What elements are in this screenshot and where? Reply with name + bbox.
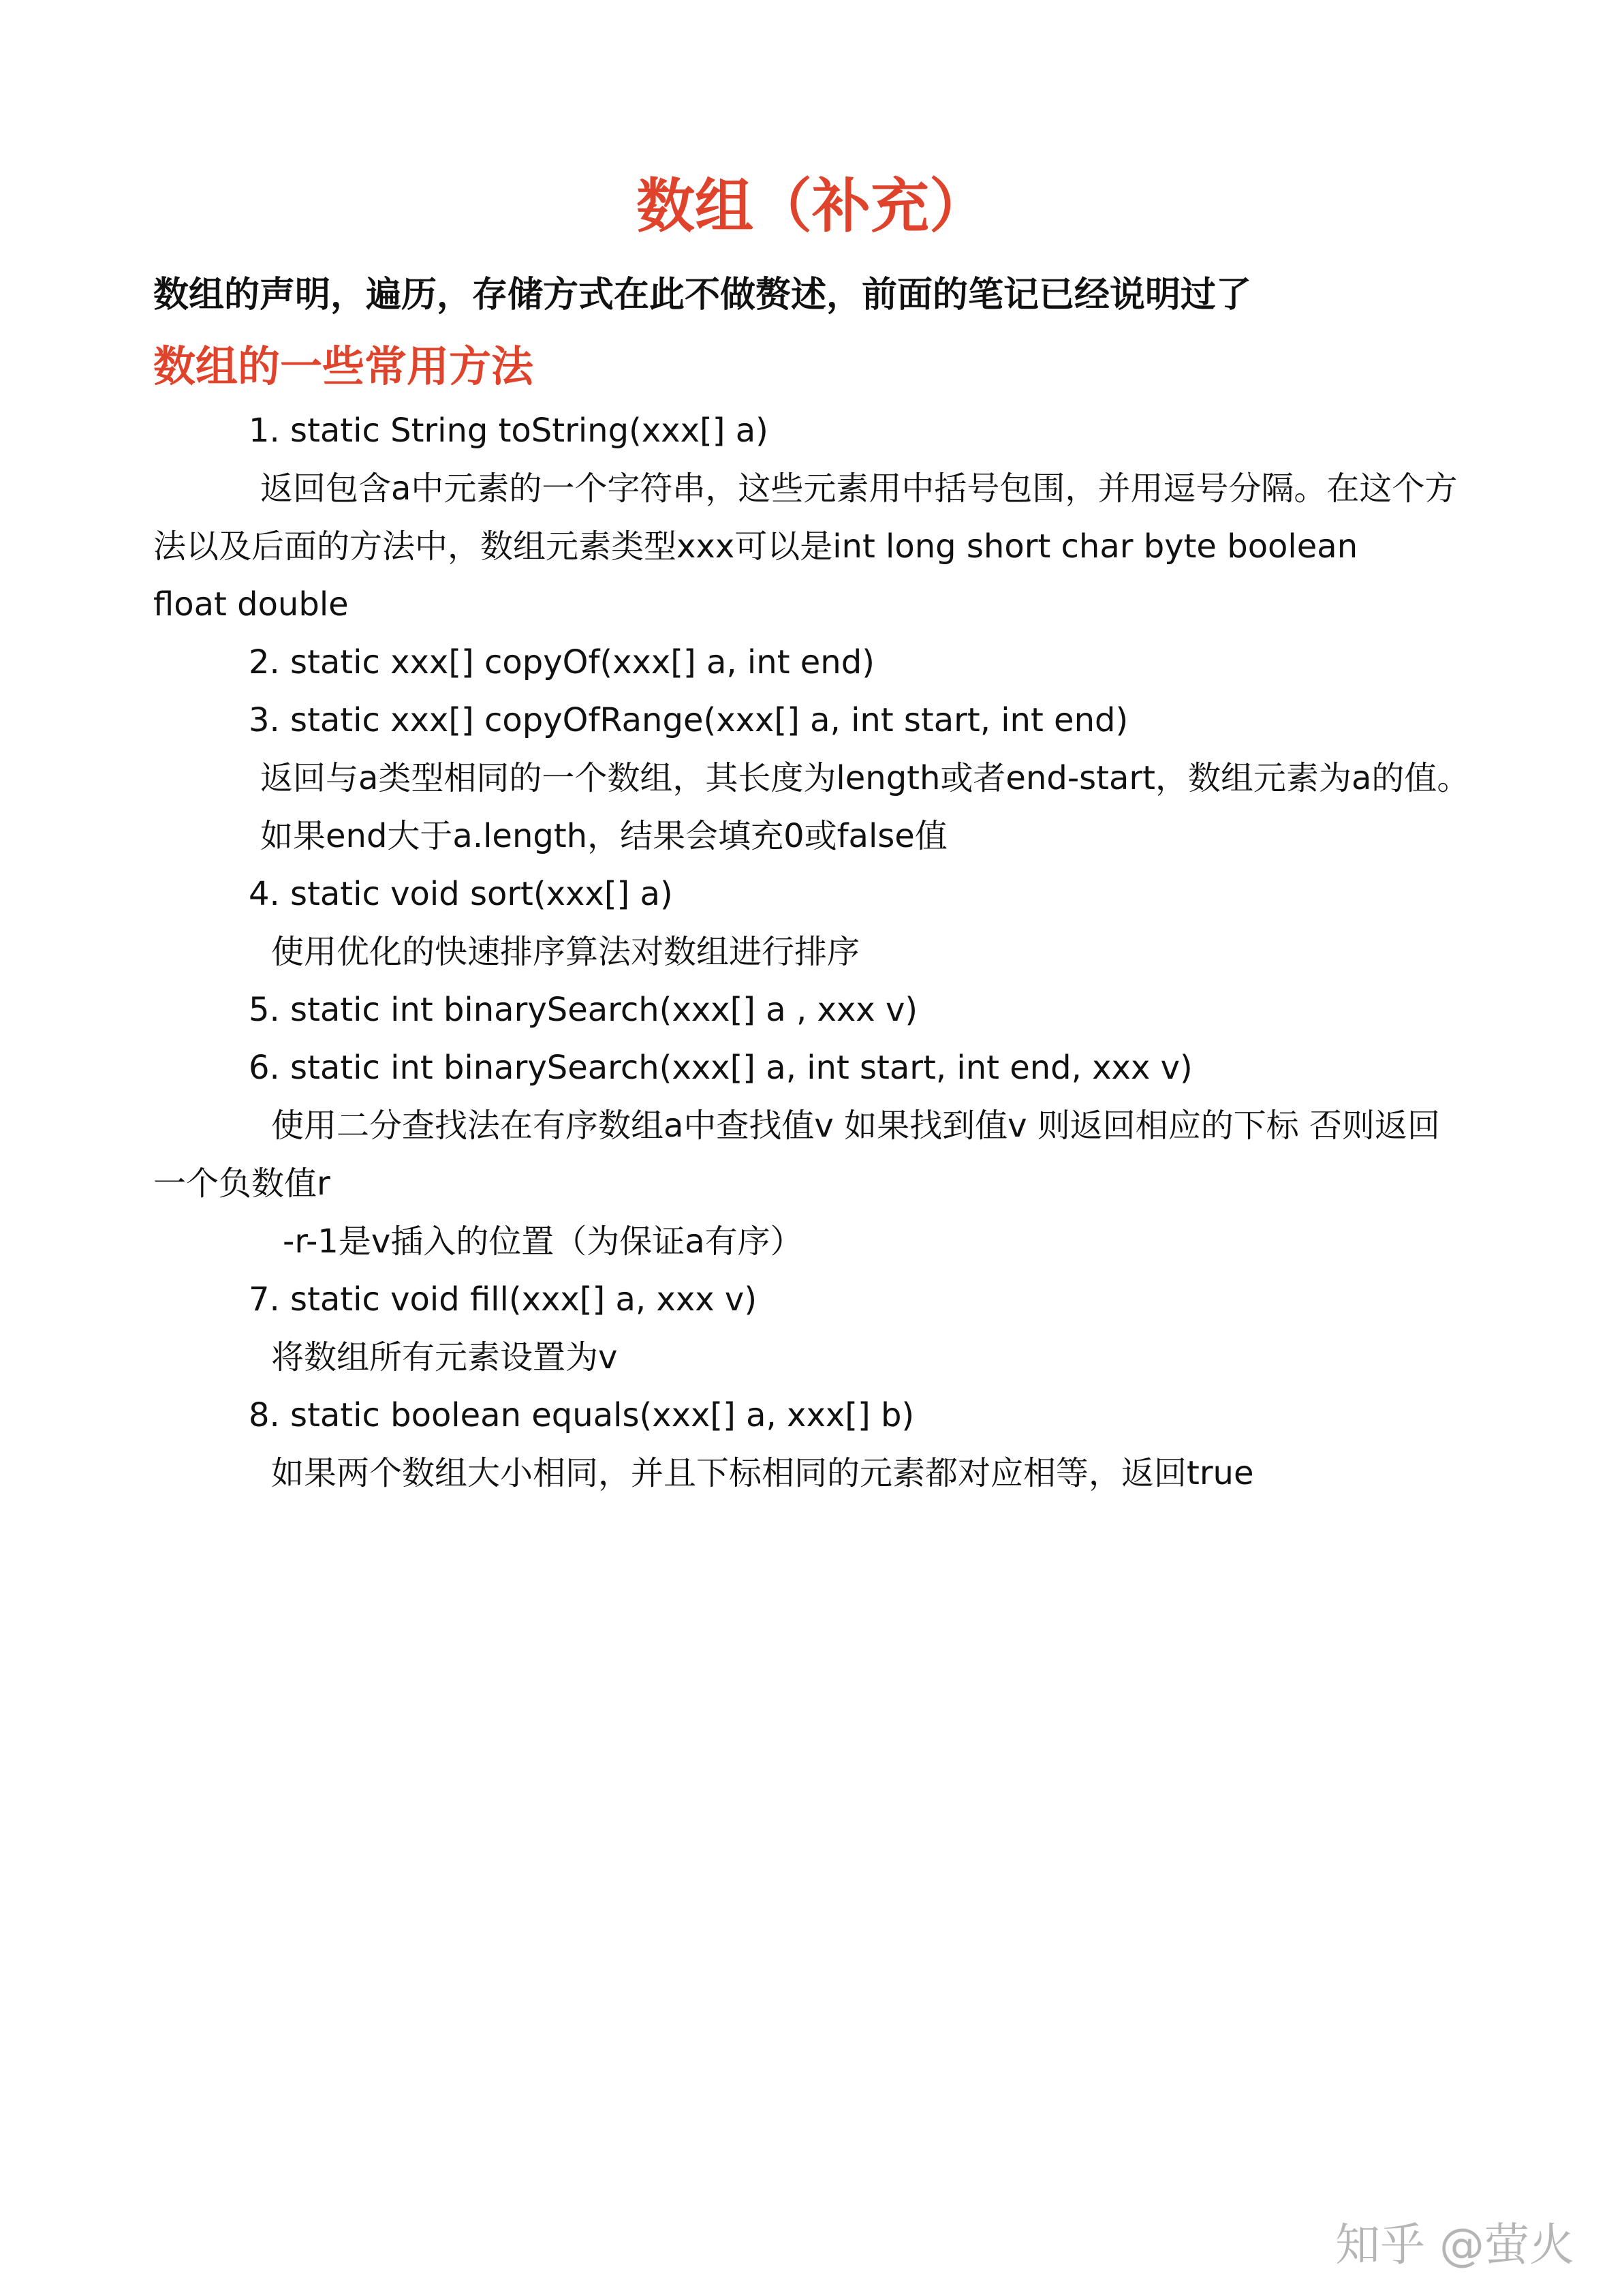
- method-description: 返回与a类型相同的一个数组，其长度为length或者end-start，数组元素为a的值。: [260, 759, 1470, 797]
- watermark: 知乎 @萤火: [1335, 2219, 1574, 2271]
- methods-list: [153, 402, 1488, 1503]
- method-description: 返回包含a中元素的一个字符串，这些元素用中括号包围，并用逗号分隔。在这个方: [260, 469, 1458, 508]
- method-description: float double: [153, 585, 349, 623]
- method-description: 法以及后面的方法中，数组元素类型xxx可以是int long short char byte boolean: [153, 527, 1358, 566]
- method-fill: 7. static void fill(xxx[] a, xxx v): [249, 1280, 758, 1319]
- page-title: 数组（补充）: [636, 172, 988, 241]
- method-description: 如果end大于a.length，结果会填充0或false值: [260, 817, 948, 855]
- method-sort: 4. static void sort(xxx[] a): [249, 875, 673, 913]
- method-description: 使用优化的快速排序算法对数组进行排序: [271, 933, 860, 971]
- method-description: 如果两个数组大小相同，并且下标相同的元素都对应相等，返回true: [271, 1454, 1254, 1492]
- method-copyofrange: 3. static xxx[] copyOfRange(xxx[] a, int start, int end): [249, 701, 1129, 739]
- method-description: -r-1是v插入的位置（为保证a有序）: [283, 1222, 803, 1261]
- method-description: 一个负数值r: [153, 1165, 330, 1203]
- method-binarysearch: 5. static int binarySearch(xxx[] a , xxx v): [249, 991, 918, 1029]
- method-description: 使用二分查找法在有序数组a中查找值v 如果找到值v 则返回相应的下标 否则返回: [271, 1107, 1441, 1145]
- method-equals: 8. static boolean equals(xxx[] a, xxx[] b): [249, 1396, 915, 1434]
- method-binarysearch-range: 6. static int binarySearch(xxx[] a, int start, int end, xxx v): [249, 1049, 1193, 1087]
- intro-text: 数组的声明，遍历，存储方式在此不做赘述，前面的笔记已经说明过了: [153, 275, 1252, 315]
- method-tostring: 1. static String toString(xxx[] a): [249, 412, 768, 450]
- method-copyof: 2. static xxx[] copyOf(xxx[] a, int end): [249, 643, 875, 681]
- section-heading: 数组的一些常用方法: [153, 341, 534, 391]
- method-description: 将数组所有元素设置为v: [271, 1338, 618, 1376]
